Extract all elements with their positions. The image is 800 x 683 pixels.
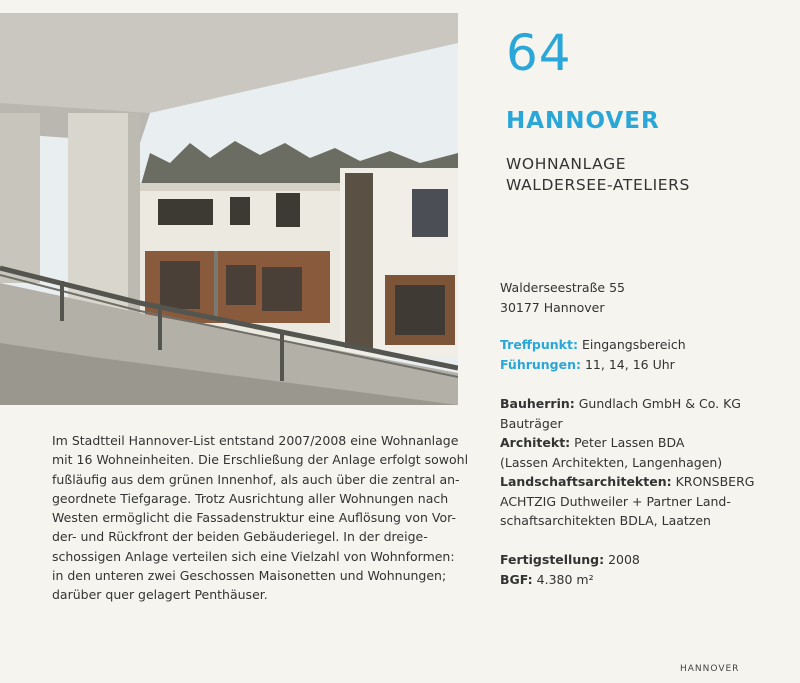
entry-number: 64 <box>506 24 572 82</box>
city-heading: HANNOVER <box>506 108 660 134</box>
project-title <box>506 154 690 196</box>
landscape-row-2: ACHTZIG Duthweiler + Partner Land- <box>500 493 731 509</box>
description-line: in den unteren zwei Geschossen Maisonetten und Wohnungen; <box>52 568 447 584</box>
architect-row <box>500 433 754 453</box>
client-row-2: Bauträger <box>500 415 563 431</box>
client-row <box>500 394 754 414</box>
building-photo <box>0 13 458 405</box>
architect-row-2: (Lassen Architekten, Langenhagen) <box>500 454 723 470</box>
landscape-label: Landschaftsarchitekten: <box>500 474 672 489</box>
visit-info <box>500 335 686 374</box>
area-value: 4.380 m² <box>536 571 594 587</box>
completion-label: Fertigstellung: <box>500 552 605 567</box>
description-line: der- und Rückfront der beiden Gebäuderiegel. In der dreige- <box>52 529 428 545</box>
client-label: Bauherrin: <box>500 396 575 411</box>
client-value: Gundlach GmbH & Co. KG <box>578 396 741 411</box>
address-block <box>500 278 625 317</box>
description-line: mit 16 Wohneinheiten. Die Erschließung der Anlage erfolgt sowohl <box>52 452 469 468</box>
landscape-row-3: schaftsarchitekten BDLA, Laatzen <box>500 513 711 528</box>
description-line: geordnete Tiefgarage. Trotz Ausrichtung aller Wohnungen nach <box>52 490 449 506</box>
project-title-line: WALDERSEE-ATELIERS <box>506 176 690 194</box>
description-line: darüber quer gelagert Penthäuser. <box>52 587 268 603</box>
description-line: Im Stadtteil Hannover-List entstand 2007/2008 eine Wohnanlage <box>52 433 459 448</box>
completion-value: 2008 <box>608 552 640 567</box>
area-row <box>500 570 640 590</box>
description-line: Westen ermöglicht die Fassadenstruktur eine Auflösung von Vor- <box>52 510 456 526</box>
project-title-line: WOHNANLAGE <box>506 155 627 173</box>
address-street: Walderseestraße 55 <box>500 280 626 295</box>
description-text <box>52 431 469 605</box>
tours-row <box>500 355 686 375</box>
architect-label: Architekt: <box>500 435 571 450</box>
completion-block <box>500 550 640 589</box>
meeting-point-label: Treffpunkt: <box>500 337 578 352</box>
meeting-point-row <box>500 335 686 355</box>
credits-block <box>500 394 754 531</box>
tours-label: Führungen: <box>500 356 581 372</box>
landscape-value: KRONSBERG <box>675 474 755 489</box>
building-photo-illustration <box>0 13 458 405</box>
description-line: schossigen Anlage verteilen sich eine Vielzahl von Wohnformen: <box>52 548 455 564</box>
meeting-point-value: Eingangsbereich <box>581 337 686 352</box>
completion-row <box>500 550 640 570</box>
architect-value: Peter Lassen BDA <box>574 435 685 450</box>
address-postal-city: 30177 Hannover <box>500 299 605 315</box>
description-line: fußläufig aus dem grünen Innenhof, als auch über die zentral an- <box>52 471 460 487</box>
area-label: BGF: <box>500 571 533 587</box>
tours-value: 11, 14, 16 Uhr <box>584 356 675 372</box>
running-head-footer: HANNOVER <box>680 664 740 674</box>
landscape-row <box>500 472 754 492</box>
